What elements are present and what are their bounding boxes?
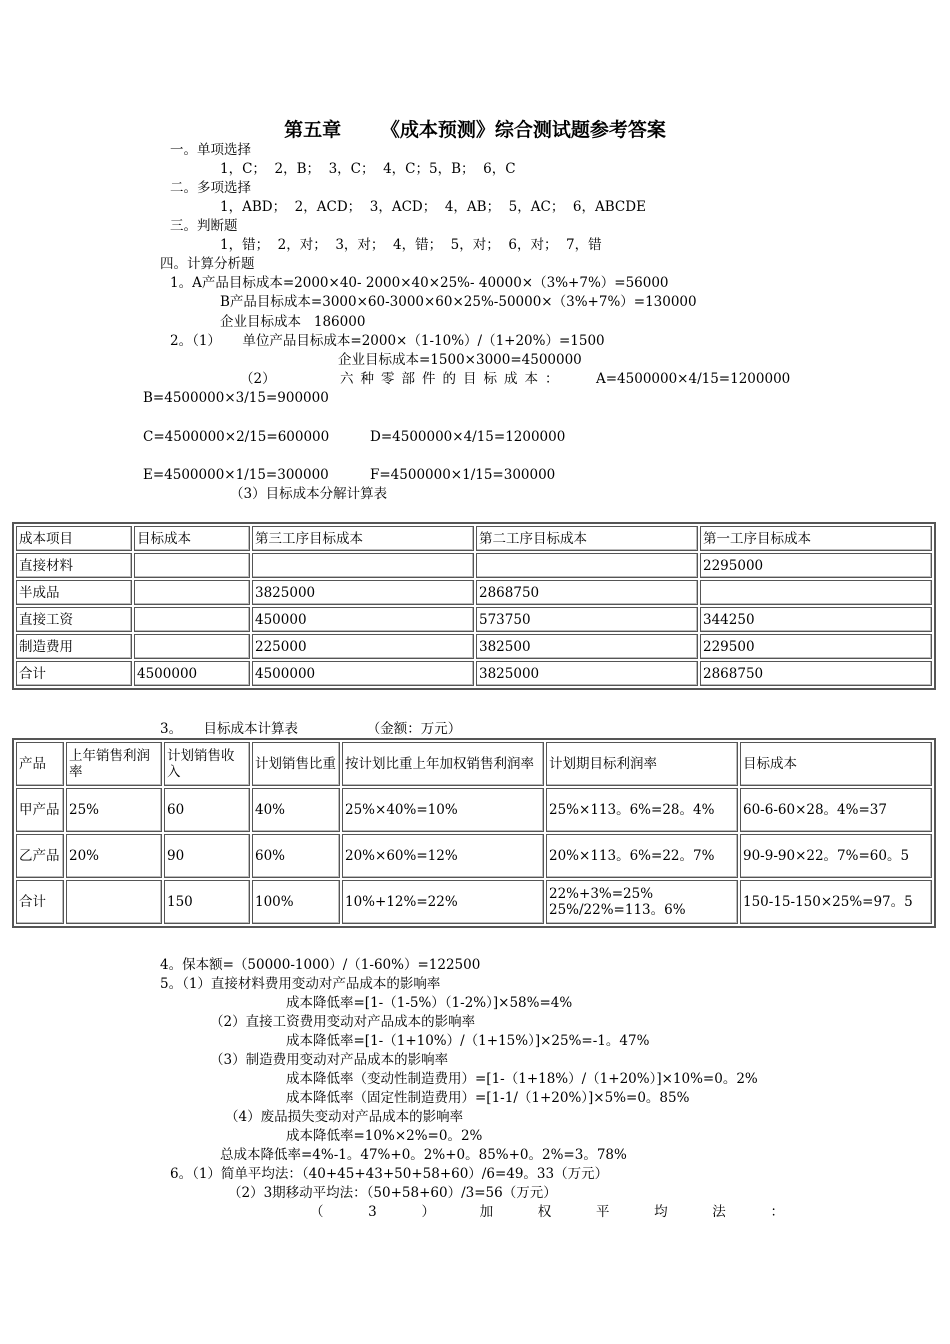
q6-part-3-char: （ <box>310 1204 324 1220</box>
section-2-heading: 二。多项选择 <box>170 180 251 196</box>
table-cell <box>476 553 698 578</box>
q4-line: 4。保本额=（50000-1000）/（1-60%）=122500 <box>160 957 481 973</box>
table2-header-cell: 产品 <box>16 742 64 786</box>
table-cell: 2868750 <box>700 661 932 686</box>
table-cell: 4500000 <box>252 661 474 686</box>
q6-part-3 <box>310 1203 784 1221</box>
table-cell: 直接工资 <box>16 607 132 632</box>
table-cell: 合计 <box>16 880 64 924</box>
q5-part-2: （2）直接工资费用变动对产品成本的影响率 <box>210 1014 476 1030</box>
table2-header-cell: 计划期目标利润率 <box>546 742 738 786</box>
target-cost-calculation-table <box>12 738 936 928</box>
table1-header-row <box>16 526 932 551</box>
table-cell: 25%×40%=10% <box>342 788 544 832</box>
table-cell: 半成品 <box>16 580 132 605</box>
table-cell: 150-15-150×25%=97。5 <box>740 880 932 924</box>
table-cell: 90 <box>164 834 250 878</box>
q5-total: 总成本降低率=4%-1。47%+0。2%+0。85%+0。2%=3。78% <box>220 1147 627 1163</box>
table-cell: 3825000 <box>252 580 474 605</box>
table-cell <box>134 553 250 578</box>
q2-part-2-text: 六种零部件的目标成本： <box>340 371 566 387</box>
q2-part-1: 2。（1） 单位产品目标成本=2000×（1-10%）/（1+20%）=1500 <box>170 333 605 349</box>
q2-e: E=4500000×1/15=300000 <box>143 467 329 483</box>
table-cell: 乙产品 <box>16 834 64 878</box>
section-2-answers: 1，ABD； 2，ACD； 3，ACD； 4，AB； 5，AC； 6，ABCDE <box>220 199 646 215</box>
table1-header-cell: 第三工序目标成本 <box>252 526 474 551</box>
q2-part-3: （3）目标成本分解计算表 <box>230 486 388 502</box>
table-cell: 60% <box>252 834 340 878</box>
q6-part-3-char: ） <box>421 1204 435 1220</box>
table-row <box>16 607 932 632</box>
q2-part-2-label: （2） <box>240 371 276 387</box>
table2-header-cell: 计划销售收入 <box>164 742 250 786</box>
q1-line-c: 企业目标成本 186000 <box>220 314 366 330</box>
table-cell: 20%×113。6%=22。7% <box>546 834 738 878</box>
table2-header-cell: 目标成本 <box>740 742 932 786</box>
q2-part-1b: 企业目标成本=1500×3000=4500000 <box>338 352 582 368</box>
table-row <box>16 661 932 686</box>
q2-b: B=4500000×3/15=900000 <box>143 390 329 406</box>
table-cell <box>66 880 162 924</box>
table-cell: 382500 <box>476 634 698 659</box>
table-row <box>16 788 932 832</box>
table-cell: 60 <box>164 788 250 832</box>
q6-part-2: （2）3期移动平均法：（50+58+60）/3=56（万元） <box>228 1185 557 1201</box>
table-cell: 制造费用 <box>16 634 132 659</box>
q5-part-4-result: 成本降低率=10%×2%=0。2% <box>286 1128 483 1144</box>
table-cell: 573750 <box>476 607 698 632</box>
table1-header-cell: 目标成本 <box>134 526 250 551</box>
q5-part-4: （4）废品损失变动对产品成本的影响率 <box>225 1109 464 1125</box>
q5-part-3-result-2: 成本降低率（固定性制造费用）=[1-1/（1+20%）]×5%=0。85% <box>286 1090 690 1106</box>
total-rate-line-2: 25%/22%=113。6% <box>549 902 686 918</box>
table-cell <box>134 634 250 659</box>
table-cell: 150 <box>164 880 250 924</box>
q6-part-3-char: ： <box>770 1204 784 1220</box>
table-cell: 25%×113。6%=28。4% <box>546 788 738 832</box>
table-cell: 20% <box>66 834 162 878</box>
table-cell: 344250 <box>700 607 932 632</box>
table-cell: 225000 <box>252 634 474 659</box>
table-cell: 合计 <box>16 661 132 686</box>
table-cell <box>252 553 474 578</box>
table2-header-cell: 计划销售比重 <box>252 742 340 786</box>
q6-part-3-char: 权 <box>537 1204 552 1220</box>
table-row <box>16 634 932 659</box>
q6-part-3-char: 3 <box>368 1204 377 1220</box>
table-cell: 3825000 <box>476 661 698 686</box>
table-cell: 4500000 <box>134 661 250 686</box>
q6-part-3-char: 法 <box>712 1204 726 1220</box>
table2-header-row <box>16 742 932 786</box>
table-row <box>16 834 932 878</box>
q1-line-b: B产品目标成本=3000×60-3000×60×25%-50000×（3%+7%）=130000 <box>220 294 697 310</box>
table-row <box>16 580 932 605</box>
section-3-heading: 三。判断题 <box>170 218 238 234</box>
q2-f: F=4500000×1/15=300000 <box>370 467 556 483</box>
table2-header-cell: 上年销售利润率 <box>66 742 162 786</box>
page-title: 第五章 《成本预测》综合测试题参考答案 <box>284 119 666 141</box>
q2-d: D=4500000×4/15=1200000 <box>370 429 566 445</box>
q3-caption: 3。 目标成本计算表 （金额：万元） <box>160 721 462 737</box>
table-row <box>16 880 932 924</box>
q5-part-1: 5。（1）直接材料费用变动对产品成本的影响率 <box>160 976 441 992</box>
table-cell: 10%+12%=22% <box>342 880 544 924</box>
table-cell: 2868750 <box>476 580 698 605</box>
table-row <box>16 553 932 578</box>
section-1-answers: 1，C； 2，B； 3，C； 4，C；5，B； 6，C <box>220 161 516 177</box>
table-cell <box>700 580 932 605</box>
table-cell: 229500 <box>700 634 932 659</box>
q6-part-3-char: 加 <box>479 1204 494 1220</box>
section-3-answers: 1，错； 2，对； 3，对； 4，错； 5，对； 6，对； 7，错 <box>220 237 602 253</box>
table-cell: 100% <box>252 880 340 924</box>
table-cell: 甲产品 <box>16 788 64 832</box>
q2-c: C=4500000×2/15=600000 <box>143 429 330 445</box>
table-cell <box>134 580 250 605</box>
q6-part-3-char: 均 <box>654 1204 668 1220</box>
q2-part-2-a: A=4500000×4/15=1200000 <box>596 371 791 387</box>
total-rate-line-1: 22%+3%=25% <box>549 886 654 902</box>
table-cell <box>134 607 250 632</box>
table-cell: 90-9-90×22。7%=60。5 <box>740 834 932 878</box>
table1-header-cell: 第一工序目标成本 <box>700 526 932 551</box>
q5-part-2-result: 成本降低率=[1-（1+10%）/（1+15%）]×25%=-1。47% <box>286 1033 650 1049</box>
table1-header-cell: 第二工序目标成本 <box>476 526 698 551</box>
q6-part-1: 6。（1）简单平均法：（40+45+43+50+58+60）/6=49。33（万元） <box>170 1166 609 1182</box>
table-cell: 25% <box>66 788 162 832</box>
table-cell <box>546 880 738 924</box>
section-1-heading: 一。单项选择 <box>170 142 251 158</box>
q5-part-3-result-1: 成本降低率（变动性制造费用）=[1-（1+18%）/（1+20%）]×10%=0。2% <box>286 1071 758 1087</box>
table2-header-cell: 按计划比重上年加权销售利润率 <box>342 742 544 786</box>
table-cell: 40% <box>252 788 340 832</box>
target-cost-decomposition-table <box>12 522 936 690</box>
table-cell: 450000 <box>252 607 474 632</box>
table-cell: 60-6-60×28。4%=37 <box>740 788 932 832</box>
table-cell: 2295000 <box>700 553 932 578</box>
table-cell: 20%×60%=12% <box>342 834 544 878</box>
section-4-heading: 四。计算分析题 <box>160 256 255 272</box>
q6-part-3-char: 平 <box>595 1204 610 1220</box>
table1-header-cell: 成本项目 <box>16 526 132 551</box>
q1-line-a: 1。A产品目标成本=2000×40- 2000×40×25%- 40000×（3%+7%）=56000 <box>170 275 669 291</box>
q5-part-1-result: 成本降低率=[1-（1-5%）（1-2%）]×58%=4% <box>286 995 573 1011</box>
q5-part-3: （3）制造费用变动对产品成本的影响率 <box>210 1052 449 1068</box>
table-cell: 直接材料 <box>16 553 132 578</box>
